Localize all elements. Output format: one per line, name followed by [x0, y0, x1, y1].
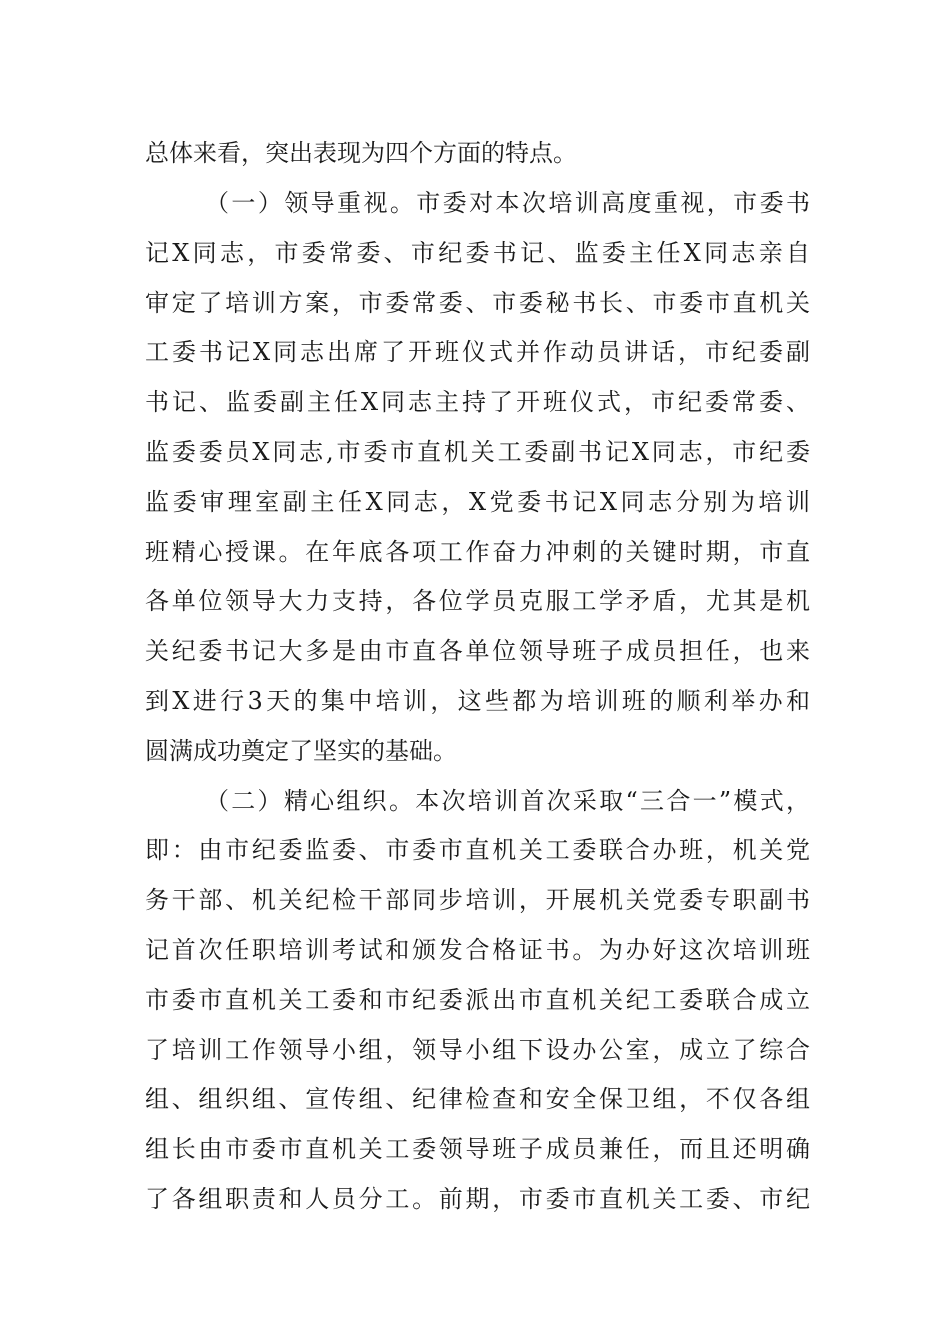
- text-line: 书记、监委副主任X同志主持了开班仪式，市纪委常委、: [145, 388, 810, 416]
- text-line: 关纪委书记大多是由市直各单位领导班子成员担任，也来: [145, 637, 810, 665]
- text-line: 圆满成功奠定了坚实的基础。: [145, 737, 457, 765]
- text-line: 记首次任职培训考试和颁发合格证书。为办好这次培训班: [145, 936, 810, 964]
- text-line: 总体来看，突出表现为四个方面的特点。: [145, 139, 577, 167]
- text-line: 了各组职责和人员分工。前期，市委市直机关工委、市纪: [145, 1185, 810, 1213]
- text-line: 各单位领导大力支持，各位学员克服工学矛盾，尤其是机: [145, 587, 810, 615]
- text-line: 市委市直机关工委和市纪委派出市直机关纪工委联合成立: [145, 986, 810, 1014]
- text-line: 监委委员X同志,市委市直机关工委副书记X同志，市纪委: [145, 438, 810, 466]
- text-line: 班精心授课。在年底各项工作奋力冲刺的关键时期，市直: [145, 538, 810, 566]
- text-line: 组长由市委市直机关工委领导班子成员兼任，而且还明确: [145, 1135, 810, 1163]
- text-line: 记X同志，市委常委、市纪委书记、监委主任X同志亲自: [145, 239, 810, 267]
- text-line: 到X进行3天的集中培训，这些都为培训班的顺利举办和: [145, 687, 810, 715]
- section-heading-line: （二）精心组织。本次培训首次采取“三合一”模式，: [205, 787, 810, 815]
- text-line: 工委书记X同志出席了开班仪式并作动员讲话，市纪委副: [145, 338, 810, 366]
- text-line: 务干部、机关纪检干部同步培训，开展机关党委专职副书: [145, 886, 810, 914]
- section-heading-line: （一）领导重视。市委对本次培训高度重视，市委书: [205, 189, 810, 217]
- text-line: 组、组织组、宣传组、纪律检查和安全保卫组，不仅各组: [145, 1085, 810, 1113]
- text-line: 监委审理室副主任X同志，X党委书记X同志分别为培训: [145, 488, 810, 516]
- text-line: 审定了培训方案，市委常委、市委秘书长、市委市直机关: [145, 289, 810, 317]
- text-line: 了培训工作领导小组，领导小组下设办公室，成立了综合: [145, 1036, 810, 1064]
- text-line: 即：由市纪委监委、市委市直机关工委联合办班，机关党: [145, 836, 810, 864]
